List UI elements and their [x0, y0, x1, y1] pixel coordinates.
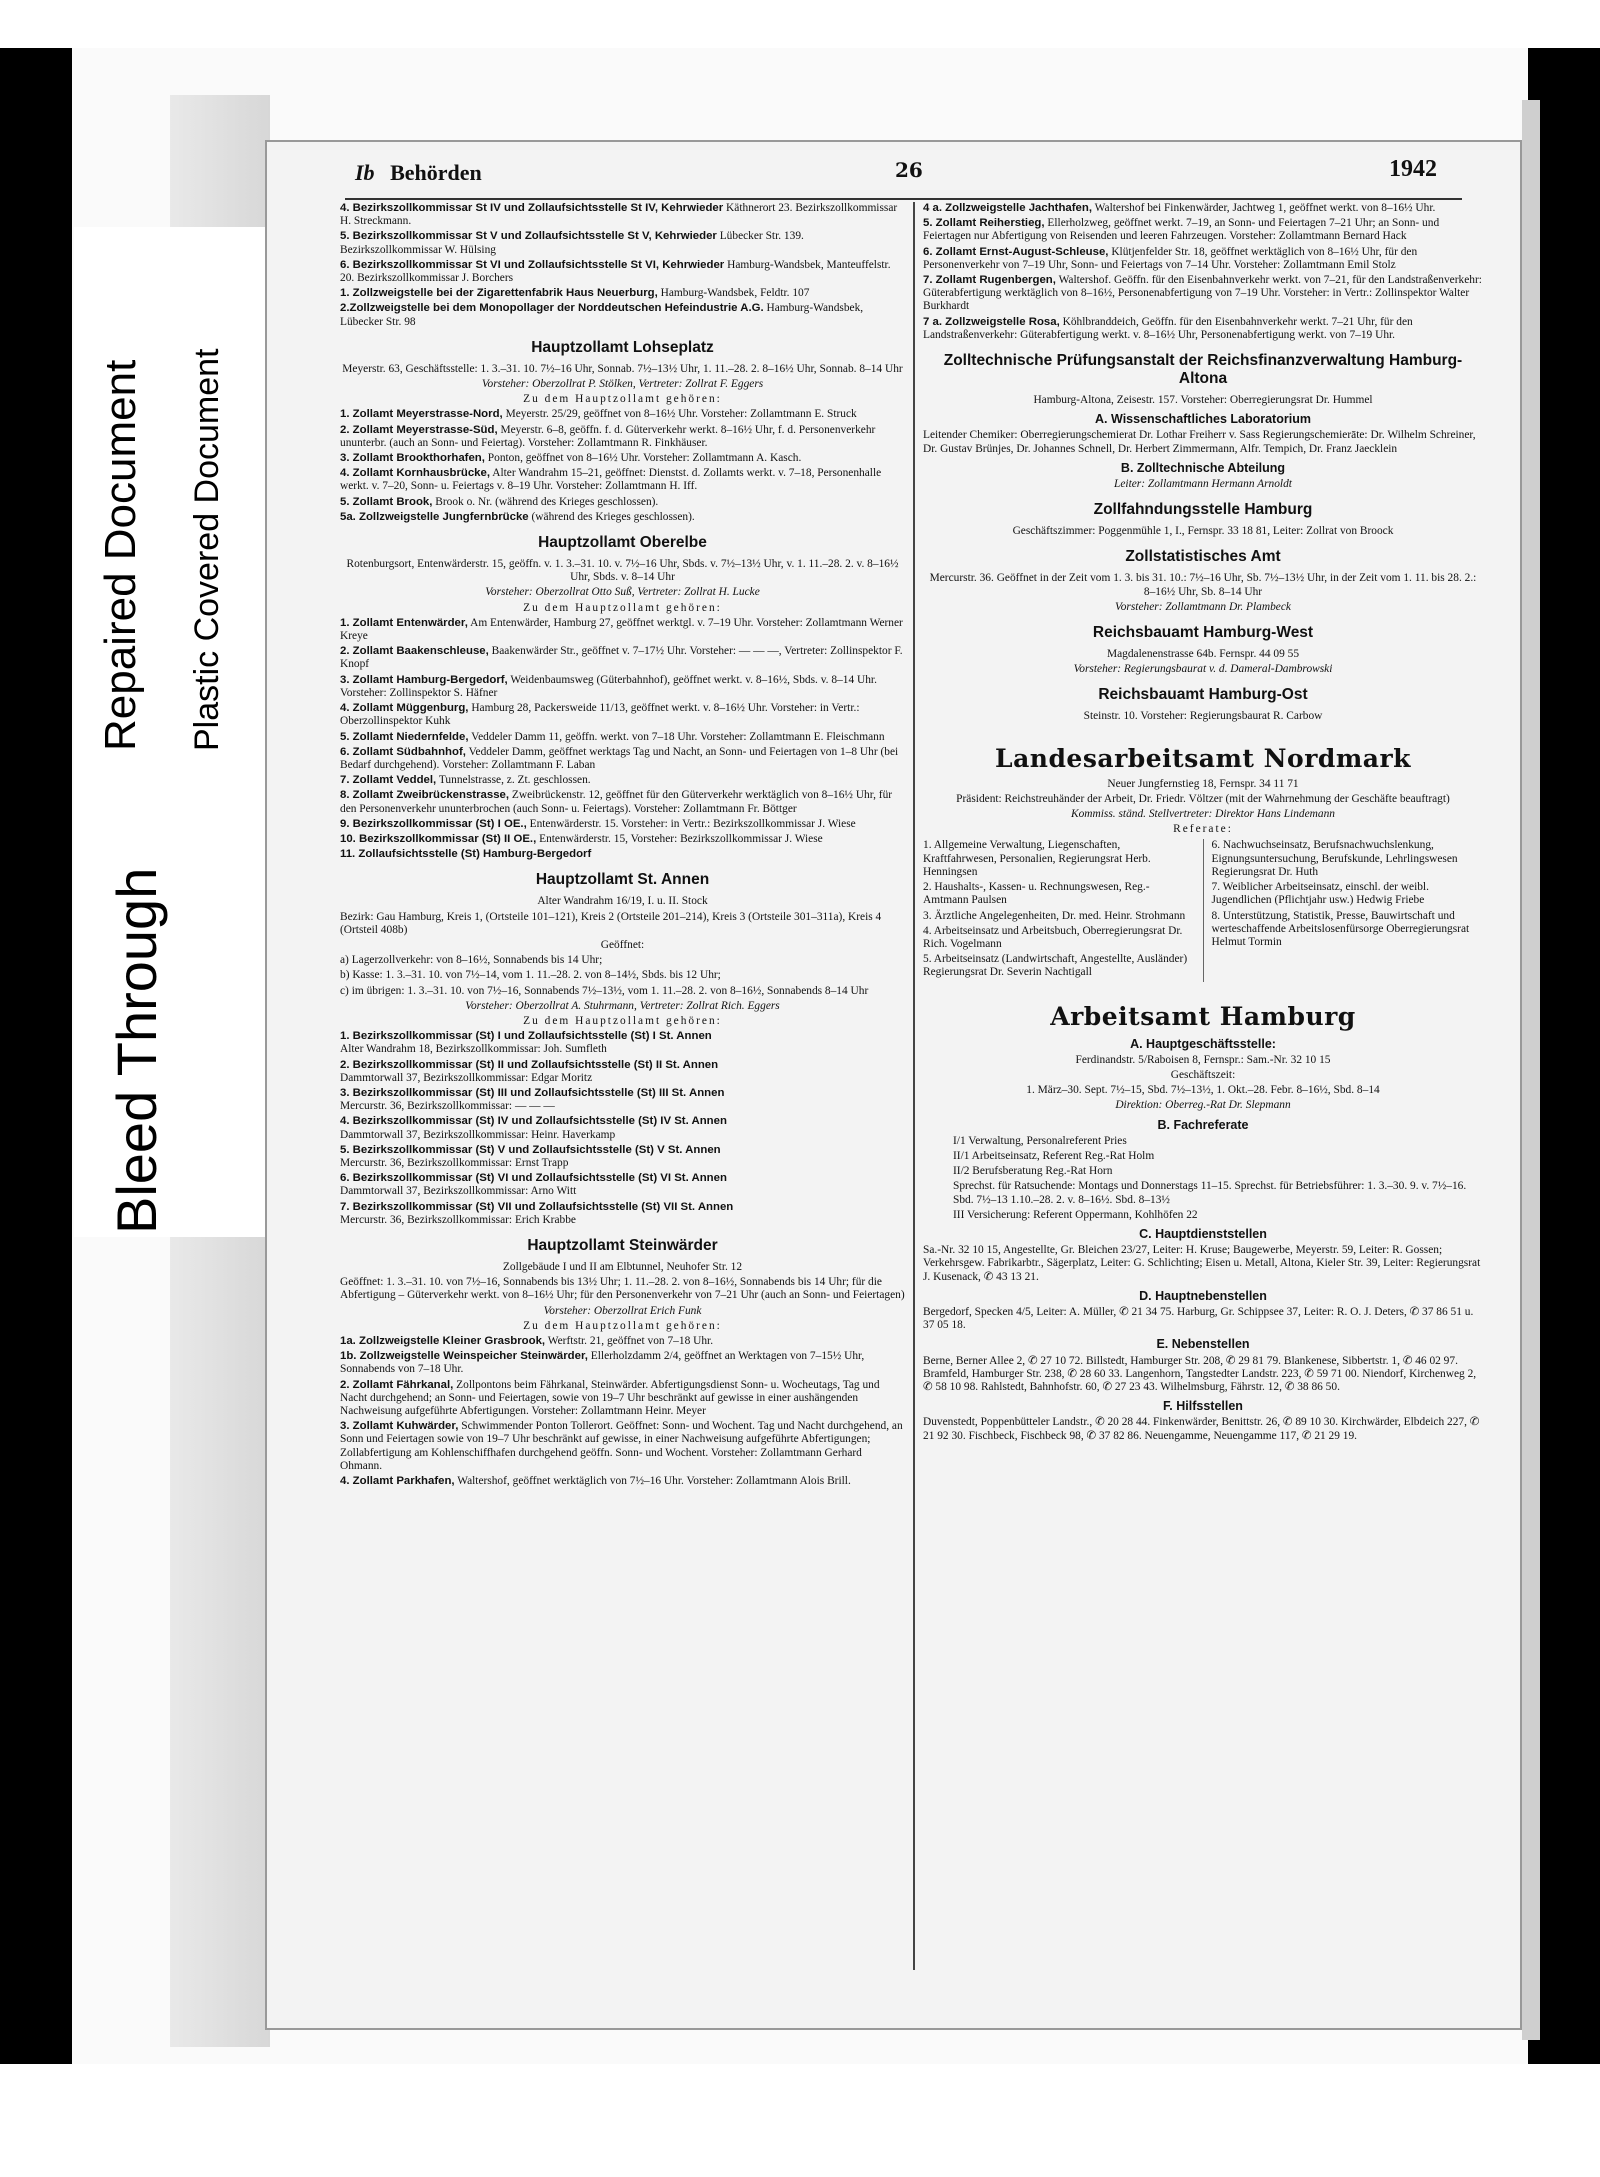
- list-item: 3. Zollamt Kuhwärder, Schwimmender Ponton Tollerort. Geöffnet: Sonn- und Wochent. Tag und Nacht durchgehend, an Sonn und Feiertagen sowie von 19–7 Uhr beschränkt auf gewisse, in einer Nachweisung aufgeführte Abfertigungen; Zollabfertigung am Kohlenschiffhafen durchgehend geöffn. Sonn- und Wochent. Vorsteher: Zollamtmann Gerhard Ohmann.: [340, 1420, 903, 1472]
- list-item: 1. Zollzweigstelle bei der Zigarettenfabrik Haus Neuerburg, Hamburg-Wandsbek, Feldtr. 107: [340, 287, 810, 300]
- header-rule: [345, 198, 1462, 200]
- list-item: 2. Haushalts-, Kassen- u. Rechnungswesen, Reg.-Amtmann Paulsen: [923, 881, 1150, 907]
- subsection-heading: A. Wissenschaftliches Laboratorium: [1095, 412, 1311, 427]
- subsection-heading: B. Fachreferate: [1157, 1117, 1249, 1132]
- list-item: 4. Arbeitseinsatz und Arbeitsbuch, Oberregierungsrat Dr. Rich. Vogelmann: [923, 924, 1183, 950]
- section-heading-landesarbeitsamt: Landesarbeitsamt Nordmark: [994, 743, 1411, 773]
- list-item: 7 a. Zollzweigstelle Rosa, Köhlbranddeich, Geöffn. für den Eisenbahnverkehr werkt. 7–21 Uhr, für den Landstraßenverkehr: Güterabfertigung werkt. v. 8–16½ Uhr, Personenabfertigung werkt. von 7–19 Uhr.: [923, 315, 1413, 341]
- section-heading-zollstatistik: Zollstatistisches Amt: [1125, 548, 1281, 566]
- list-item: 1. Zollamt Meyerstrasse-Nord, Meyerstr. 25/29, geöffnet von 8–16½ Uhr. Vorsteher: Zollamtmann E. Struck: [340, 408, 857, 421]
- list-item: 1. Allgemeine Verwaltung, Liegenschaften, Kraftfahrwesen, Personalien, Regierungsrat Herb. Henningsen: [923, 839, 1151, 878]
- list-item: 1a. Zollzweigstelle Kleiner Grasbrook, Werftstr. 21, geöffnet von 7–18 Uhr.: [340, 1335, 714, 1348]
- section-heading-reichsbauamt-ost: Reichsbauamt Hamburg-Ost: [1098, 686, 1308, 704]
- address: Zollgebäude I und II am Elbtunnel, Neuhofer Str. 12: [502, 1261, 743, 1273]
- referate-right: [1203, 839, 1484, 981]
- list-item: 6. Bezirkszollkommissar St VI und Zollaufsichtsstelle St VI, Kehrwieder Hamburg-Wandsbek, Manteuffelstr. 20. Bezirkszollkommissar J. Borchers: [340, 258, 891, 285]
- page-header: [265, 140, 1522, 200]
- list-item: 10. Bezirkszollkommissar (St) II OE., Entenwärderstr. 15, Vorsteher: Bezirkszollkommissar J. Wiese: [340, 832, 823, 845]
- address: Magdalenenstrasse 64b. Fernspr. 44 09 55: [1106, 648, 1300, 661]
- list-item: 2. Zollamt Baakenschleuse, Baakenwärder Str., geöffnet v. 7–17½ Uhr. Vorsteher: — — —, Vertreter: Zollinspektor F. Knopf: [340, 645, 903, 671]
- body-text: Bergedorf, Specken 4/5, Leiter: A. Müller, ✆ 21 34 75. Harburg, Gr. Schippsee 37, Leiter: R. O. J. Deters, ✆ 37 86 51 u. 37 05 18.: [923, 1305, 1474, 1332]
- left-column: [340, 202, 905, 1490]
- director: Vorsteher: Oberzollrat Erich Funk: [543, 1304, 702, 1317]
- list-item: 1b. Zollzweigstelle Weinspeicher Steinwärder, Ellerholzdamm 2/4, geöffnet an Werktagen von 7–15½ Uhr, Sonnabends von 7–18 Uhr.: [340, 1350, 865, 1376]
- list-item: 5a. Zollzweigstelle Jungfernbrücke (während des Krieges geschlossen).: [340, 510, 695, 523]
- list-item: 9. Bezirkszollkommissar (St) I OE., Entenwärderstr. 15. Vorsteher: in Vertr.: Bezirkszollkommissar J. Wiese: [340, 817, 856, 830]
- condition-labels: [74, 227, 274, 1237]
- list-item: 6. Zollamt Südbahnhof, Veddeler Damm, geöffnet werktags Tag und Nacht, an Sonn- und Feiertagen von 1–8 Uhr (bei Bedarf durchgehend). Vorsteher: Zollamtmann F. Laban: [340, 745, 899, 771]
- president: Präsident: Reichstreuhänder der Arbeit, Dr. Friedr. Völtzer (mit der Wahrnehmung der Geschäfte beauftragt): [956, 792, 1450, 805]
- section-title: Behörden: [390, 160, 482, 185]
- list-item: 4. Zollamt Müggenburg, Hamburg 28, Packersweide 11/13, geöffnet werkt. v. 8–16½ Uhr. Vorsteher: in Vertr.: Oberzollinspektor Kuhk: [340, 702, 860, 728]
- section-heading-reichsbauamt-west: Reichsbauamt Hamburg-West: [1092, 624, 1314, 642]
- plastic-covered-label: Plastic Covered Document: [188, 348, 226, 751]
- district: Bezirk: Gau Hamburg, Kreis 1, (Ortsteile 101–121), Kreis 2 (Ortsteile 201–214), Kreis 3 (Ortsteile 301–311a), Kreis 4 (Ortsteil 408b): [340, 910, 882, 936]
- section-heading-zollfahndung: Zollfahndungsstelle Hamburg: [1093, 501, 1313, 519]
- list-item: II/1 Arbeitseinsatz, Referent Reg.-Rat Holm: [953, 1149, 1155, 1162]
- repaired-document-label: Repaired Document: [96, 359, 145, 751]
- subsection-heading: D. Hauptnebenstellen: [1139, 1288, 1267, 1303]
- list-item: 6. Nachwuchseinsatz, Berufsnachwuchslenkung, Eignungsuntersuchung, Berufskunde, Lehrlingswesen Regierungsrat Dr. Huth: [1211, 839, 1458, 878]
- staff: Leiter: Zollamtmann Hermann Arnoldt: [1114, 478, 1292, 491]
- list-item: Sprechst. für Ratsuchende: Montags und Donnerstags 11–15. Sprechst. für Betriebsführer: 1. 3.–30. 9. v. 7½–16. Sbd. 7½–13 1.10.–28. 2. v. 8–16½. Sbd. 8–13½: [953, 1180, 1467, 1206]
- subsection-heading: F. Hilfsstellen: [1163, 1399, 1243, 1414]
- director: Vorsteher: Zollamtmann Dr. Plambeck: [1115, 600, 1291, 613]
- body-text: Duvenstedt, Poppenbütteler Landstr., ✆ 20 28 44. Finkenwärder, Benittstr. 26, ✆ 89 10 30. Kirchwärder, Elbdeich 227, ✆ 21 92 30. Fischbeck, Fischbeck 98, ✆ 37 82 86. Neuengamme, Neuengamme 117, ✆ 21 29 19.: [923, 1416, 1480, 1442]
- page-edge: [1522, 100, 1540, 2040]
- subsection-heading: C. Hauptdienststellen: [1139, 1226, 1267, 1241]
- address: Hamburg-Altona, Zeisestr. 157. Vorsteher: Oberregierungsrat Dr. Hummel: [1033, 394, 1373, 407]
- page-number: 26: [895, 158, 923, 182]
- address: Meyerstr. 63, Geschäftsstelle: 1. 3.–31. 10. 7½–16 Uhr, Sonnab. 7½–13½ Uhr, 1. 11.–28. 2. 8–16½ Uhr, Sonnab. 8–14 Uhr: [342, 362, 903, 375]
- section-heading-steinwaerder: Hauptzollamt Steinwärder: [527, 1237, 718, 1254]
- director: Vorsteher: Oberzollrat Otto Suß, Vertreter: Zollrat H. Lucke: [485, 586, 760, 599]
- fachreferate-list: [923, 1135, 1483, 1222]
- list-item: 7. Zollamt Rugenbergen, Waltershof. Geöffn. für den Eisenbahnverkehr werkt. von 7–21, für den Landstraßenverkehr: Güterabfertigung werktäglich von 8–16½, Personenabfertigung von 7–19 Uhr. Vorsteher: in Vertr.: Zollinspektor Walter Burkhardt: [923, 274, 1482, 313]
- section-heading-pruefungsanstalt: Zolltechnische Prüfungsanstalt der Reichsfinanzverwaltung Hamburg-Altona: [943, 352, 1463, 388]
- address: Geschäftszimmer: Poggenmühle 1, I., Fernspr. 33 18 81, Leiter: Zollrat von Broock: [1012, 525, 1394, 538]
- subsection-heading: E. Nebenstellen: [1156, 1337, 1250, 1352]
- section-heading-st-annen: Hauptzollamt St. Annen: [535, 871, 710, 889]
- list-item: 5. Bezirkszollkommissar St V und Zollaufsichtsstelle St V, Kehrwieder Lübecker Str. 139. Bezirkszollkommissar W. Hülsing: [340, 230, 804, 256]
- belongs-heading: Zu dem Hauptzollamt gehören:: [523, 601, 722, 614]
- right-column: [923, 202, 1483, 1445]
- director: Vorsteher: Oberzollrat A. Stuhrmann, Vertreter: Zollrat Rich. Eggers: [465, 999, 780, 1012]
- list-item: 6. Bezirkszollkommissar (St) VI und Zollaufsichtsstelle (St) VI St. Annen Dammtorwall 37, Bezirkszollkommissar: Arno Witt: [340, 1172, 727, 1198]
- belongs-heading: Zu dem Hauptzollamt gehören:: [523, 1319, 722, 1332]
- list-item: 4 a. Zollzweigstelle Jachthafen, Waltershof bei Finkenwärder, Jachtweg 1, geöffnet werkt. von 8–16½ Uhr.: [923, 202, 1436, 214]
- list-item: 8. Zollamt Zweibrückenstrasse, Zweibrückenstr. 12, geöffnet für den Güterverkehr werktäglich von 8–16½ Uhr, für den Personenverkehr ununterbrochen (auch Sonn- u. Feiertags). Vorsteher: Zollamtmann Fr. Böttger: [340, 789, 893, 815]
- deputy: Kommiss. ständ. Stellvertreter: Direktor Hans Lindemann: [1071, 808, 1335, 821]
- section-heading-arbeitsamt: Arbeitsamt Hamburg: [1050, 1001, 1356, 1031]
- list-item: 4. Zollamt Parkhafen, Waltershof, geöffnet werktäglich von 7½–16 Uhr. Vorsteher: Zollamtmann Alois Brill.: [340, 1475, 851, 1488]
- body-text: Sa.-Nr. 32 10 15, Angestellte, Gr. Bleichen 23/27, Leiter: H. Kruse; Baugewerbe, Meyerstr. 59, Leiter: R. Gossen; Verkehrsgew. Fabrikarbtr., Sägerplatz, Leiter: G. Schlichting; Eisen u. Metall, Altona, Kieler Str. 39, Leiter: Regierungsrat J. Kusenack, ✆ 43 13 21.: [923, 1244, 1481, 1283]
- subsection-heading: A. Hauptgeschäftsstelle:: [1130, 1036, 1276, 1051]
- section-heading-lohseplatz: Hauptzollamt Lohseplatz: [531, 338, 714, 356]
- subsection-heading: B. Zolltechnische Abteilung: [1120, 460, 1286, 475]
- list-item: 3. Zollamt Hamburg-Bergedorf, Weidenbaumsweg (Güterbahnhof), geöffnet werkt. v. 8–16½, Sbds. v. 8–14 Uhr. Vorsteher: Zollinspektor S. Häfner: [340, 673, 877, 699]
- hours: 1. März–30. Sept. 7½–15, Sbd. 7½–13½, 1. Okt.–28. Febr. 8–16½, Sbd. 8–14: [1026, 1084, 1380, 1097]
- list-item: 7. Zollamt Veddel, Tunnelstrasse, z. Zt. geschlossen.: [340, 774, 591, 787]
- referate-left: [923, 839, 1195, 981]
- section-heading-oberelbe: Hauptzollamt Oberelbe: [538, 534, 707, 552]
- list-item: 11. Zollaufsichtsstelle (St) Hamburg-Bergedorf: [340, 848, 592, 861]
- list-item: 4. Zollamt Kornhausbrücke, Alter Wandrahm 15–21, geöffnet: Dienstst. d. Zollamts werkt. v. 7–18, Personenhalle werkt. v. 7–20, Sonn- u. Feiertags v. 8–19 Uhr. Vorsteher: Zollamtmann H. Iff.: [340, 467, 882, 493]
- year: 1942: [1389, 156, 1437, 182]
- list-item: 6. Zollamt Ernst-August-Schleuse, Klütjenfelder Str. 18, geöffnet werktäglich von 8–16½ Uhr, für den Personenverkehr von 7–19 Uhr, Sonn- und Feiertags von 7–14 Uhr. Vorsteher: Zollamtmann Emil Stolz: [923, 245, 1418, 271]
- director: Direktion: Oberreg.-Rat Dr. Slepmann: [1115, 1099, 1291, 1112]
- list-item: 3. Ärztliche Angelegenheiten, Dr. med. Heinr. Strohmann: [923, 909, 1186, 922]
- section-heading: [355, 160, 482, 186]
- belongs-heading: Zu dem Hauptzollamt gehören:: [523, 1014, 722, 1027]
- address: Steinstr. 10. Vorsteher: Regierungsbaurat R. Carbow: [1083, 710, 1323, 723]
- list-item: 2. Bezirkszollkommissar (St) II und Zollaufsichtsstelle (St) II St. Annen Dammtorwall 37, Bezirkszollkommissar: Edgar Moritz: [340, 1058, 719, 1084]
- hours-line: a) Lagerzollverkehr: von 8–16½, Sonnabends bis 14 Uhr;: [340, 954, 603, 967]
- list-item: 5. Bezirkszollkommissar (St) V und Zollaufsichtsstelle (St) V St. Annen Mercurstr. 36, Bezirkszollkommissar: Ernst Trapp: [340, 1143, 721, 1169]
- list-item: 3. Zollamt Brookthorhafen, Ponton, geöffnet von 8–16½ Uhr. Vorsteher: Zollamtmann A. Kasch.: [340, 452, 802, 465]
- staff: Leitender Chemiker: Oberregierungschemierat Dr. Lothar Freiherr v. Sass Regierungschemierāte: Dr. Wilhelm Schreiner, Dr. Gustav Brünjes, Dr. Johannes Schnell, Dr. Herbert Zimmermann, Alfr. Tempich, Dr. Franz Jaecklein: [923, 429, 1476, 455]
- bleed-through-label: Bleed Through: [105, 867, 168, 1234]
- address: Neuer Jungfernstieg 18, Fernspr. 34 11 71: [1107, 777, 1299, 790]
- list-item: 5. Zollamt Reiherstieg, Ellerholzweg, geöffnet werkt. 7–19, an Sonn- und Feiertagen 7–21 Uhr; an Sonn- und Feiertagen nur Abfertigung von Reisenden und leeren Fahrzeugen. Vorsteher: Zollamtmann Bernard Hack: [923, 217, 1440, 243]
- list-item: 3. Bezirkszollkommissar (St) III und Zollaufsichtsstelle (St) III St. Annen Mercurstr. 36, Bezirkszollkommissar: — — —: [340, 1086, 725, 1113]
- list-item: 5. Zollamt Brook, Brook o. Nr. (während des Krieges geschlossen).: [340, 495, 659, 508]
- list-item: 7. Bezirkszollkommissar (St) VII und Zollaufsichtsstelle (St) VII St. Annen Mercurstr. 36, Bezirkszollkommissar: Erich Krabbe: [340, 1200, 734, 1226]
- left-top-entries: [340, 202, 905, 329]
- list-item: 4. Bezirkszollkommissar St IV und Zollaufsichtsstelle St IV, Kehrwieder Käthnerort 23. Bezirkszollkommissar H. Streckmann.: [340, 202, 898, 228]
- section-code: Ib: [355, 160, 375, 185]
- hours-label: Geschäftszeit:: [1170, 1068, 1236, 1081]
- document-page: [265, 140, 1522, 2030]
- body-text: Berne, Berner Allee 2, ✆ 27 10 72. Billstedt, Hamburger Str. 208, ✆ 29 81 79. Blankenese, Sibbertstr. 1, ✆ 46 02 97. Bramfeld, Hamburger Str. 238, ✆ 28 60 33. Langenhorn, Tangstedter Landstr. 223, ✆ 59 71 00. Niendorf, Kirchenweg 2, ✆ 58 10 98. Rahlstedt, Bahnhofstr. 60, ✆ 27 23 43. Wilhelmsburg, Fährstr. 12, ✆ 38 86 50.: [923, 1354, 1477, 1393]
- list-item: I/1 Verwaltung, Personalreferent Pries: [953, 1134, 1127, 1147]
- list-item: 2. Zollamt Meyerstrasse-Süd, Meyerstr. 6–8, geöffn. f. d. Güterverkehr werkt. 8–16½ Uhr, f. d. Personenverkehr ununterbr. (auch an Sonn- und Feiertag). Vorsteher: Zollamtmann R. Finkhäuser.: [340, 423, 876, 449]
- list-item: 5. Zollamt Niedernfelde, Veddeler Damm 11, geöffn. werkt. von 7–18 Uhr. Vorsteher: Zollamtmann E. Fleischmann: [340, 730, 885, 743]
- list-item: 7. Weiblicher Arbeitseinsatz, einschl. der weibl. Jugendlichen (Pflichtjahr usw.) Hedwig Friebe: [1211, 881, 1429, 907]
- opening-label: Geöffnet:: [600, 938, 645, 951]
- hours: Geöffnet: 1. 3.–31. 10. von 7½–16, Sonnabends bis 13½ Uhr; 1. 11.–28. 2. von 8–16½, Sonnabends bis 14 Uhr; für die Abfertigung – Güterverkehr werkt. von 8–16½ Uhr; für den Personenverkehr von 7–21 Uhr (auch an Sonn- und Feiertagen): [340, 1276, 905, 1302]
- list-item: II/2 Berufsberatung Reg.-Rat Horn: [953, 1165, 1113, 1178]
- list-item: 1. Zollamt Entenwärder, Am Entenwärder, Hamburg 27, geöffnet werktgl. v. 7–19 Uhr. Vorsteher: Zollamtmann Werner Kreye: [340, 616, 903, 643]
- director: Vorsteher: Oberzollrat P. Stölken, Vertreter: Zollrat F. Eggers: [481, 378, 764, 391]
- director: Vorsteher: Regierungsbaurat v. d. Dameral-Dambrowski: [1073, 663, 1333, 676]
- address: Ferdinandstr. 5/Raboisen 8, Fernspr.: Sam.-Nr. 32 10 15: [1075, 1053, 1331, 1066]
- list-item: 2.Zollzweigstelle bei dem Monopollager der Norddeutschen Hefeindustrie A.G. Hamburg-Wandsbek, Lübecker Str. 98: [340, 302, 864, 328]
- referate-list: [923, 839, 1483, 981]
- list-item: III Versicherung: Referent Oppermann, Kohlhöfen 22: [953, 1208, 1198, 1221]
- list-item: 2. Zollamt Fährkanal, Zollpontons beim Fährkanal, Steinwärder. Abfertigungsdienst Sonn- u. Wocheutags, Tag und Nacht durchgehend; an Sonn- und Feiertagen, sowie von 19–7 Uhr beschränkt auf gewisse in einer aushängenden Nachweisung aufgeführte Abfertigungen. Vorsteher: Zollamtmann Heinr. Meyer: [340, 1378, 880, 1418]
- hours-line: b) Kasse: 1. 3.–31. 10. von 7½–14, vom 1. 11.–28. 2. von 8–14½, Sbds. bis 12 Uhr;: [340, 969, 721, 982]
- address: Rotenburgsort, Entenwärderstr. 15, geöffn. v. 1. 3.–31. 10. v. 7½–16 Uhr, Sbds. v. 7½–13½ Uhr, v. 1. 11.–28. 2. v. 8–16½ Uhr, Sbds. v. 8–14 Uhr: [346, 558, 899, 584]
- address: Mercurstr. 36. Geöffnet in der Zeit vom 1. 3. bis 31. 10.: 7½–16 Uhr, Sb. 7½–13½ Uhr, in der Zeit vom 1. 11. bis 28. 2.: 8–16½ Uhr, Sb. 8–14 Uhr: [929, 572, 1477, 598]
- list-item: 5. Arbeitseinsatz (Landwirtschaft, Angestellte, Ausländer) Regierungsrat Dr. Severin Nachtigall: [923, 953, 1188, 979]
- list-item: 4. Bezirkszollkommissar (St) IV und Zollaufsichtsstelle (St) IV St. Annen Dammtorwall 37, Bezirkszollkommissar: Heinr. Haverkamp: [340, 1115, 727, 1141]
- list-item: 1. Bezirkszollkommissar (St) I und Zollaufsichtsstelle (St) I St. Annen Alter Wandrahm 18, Bezirkszollkommissar: Joh. Sumfleth: [340, 1030, 712, 1056]
- list-item: 8. Unterstützung, Statistik, Presse, Bauwirtschaft und werteschaffende Arbeitslosenfürsorge Oberregierungsrat Helmut Tormin: [1211, 909, 1470, 948]
- referate-heading: Referate:: [1173, 823, 1233, 836]
- column-divider: [913, 202, 915, 1970]
- hours-line: c) im übrigen: 1. 3.–31. 10. von 7½–16, Sonnabends 7½–13½, vom 1. 11.–28. 2. von 8–16½, Sonnabends 8–14 Uhr: [340, 984, 869, 997]
- belongs-heading: Zu dem Hauptzollamt gehören:: [523, 393, 722, 406]
- address: Alter Wandrahm 16/19, I. u. II. Stock: [537, 895, 708, 908]
